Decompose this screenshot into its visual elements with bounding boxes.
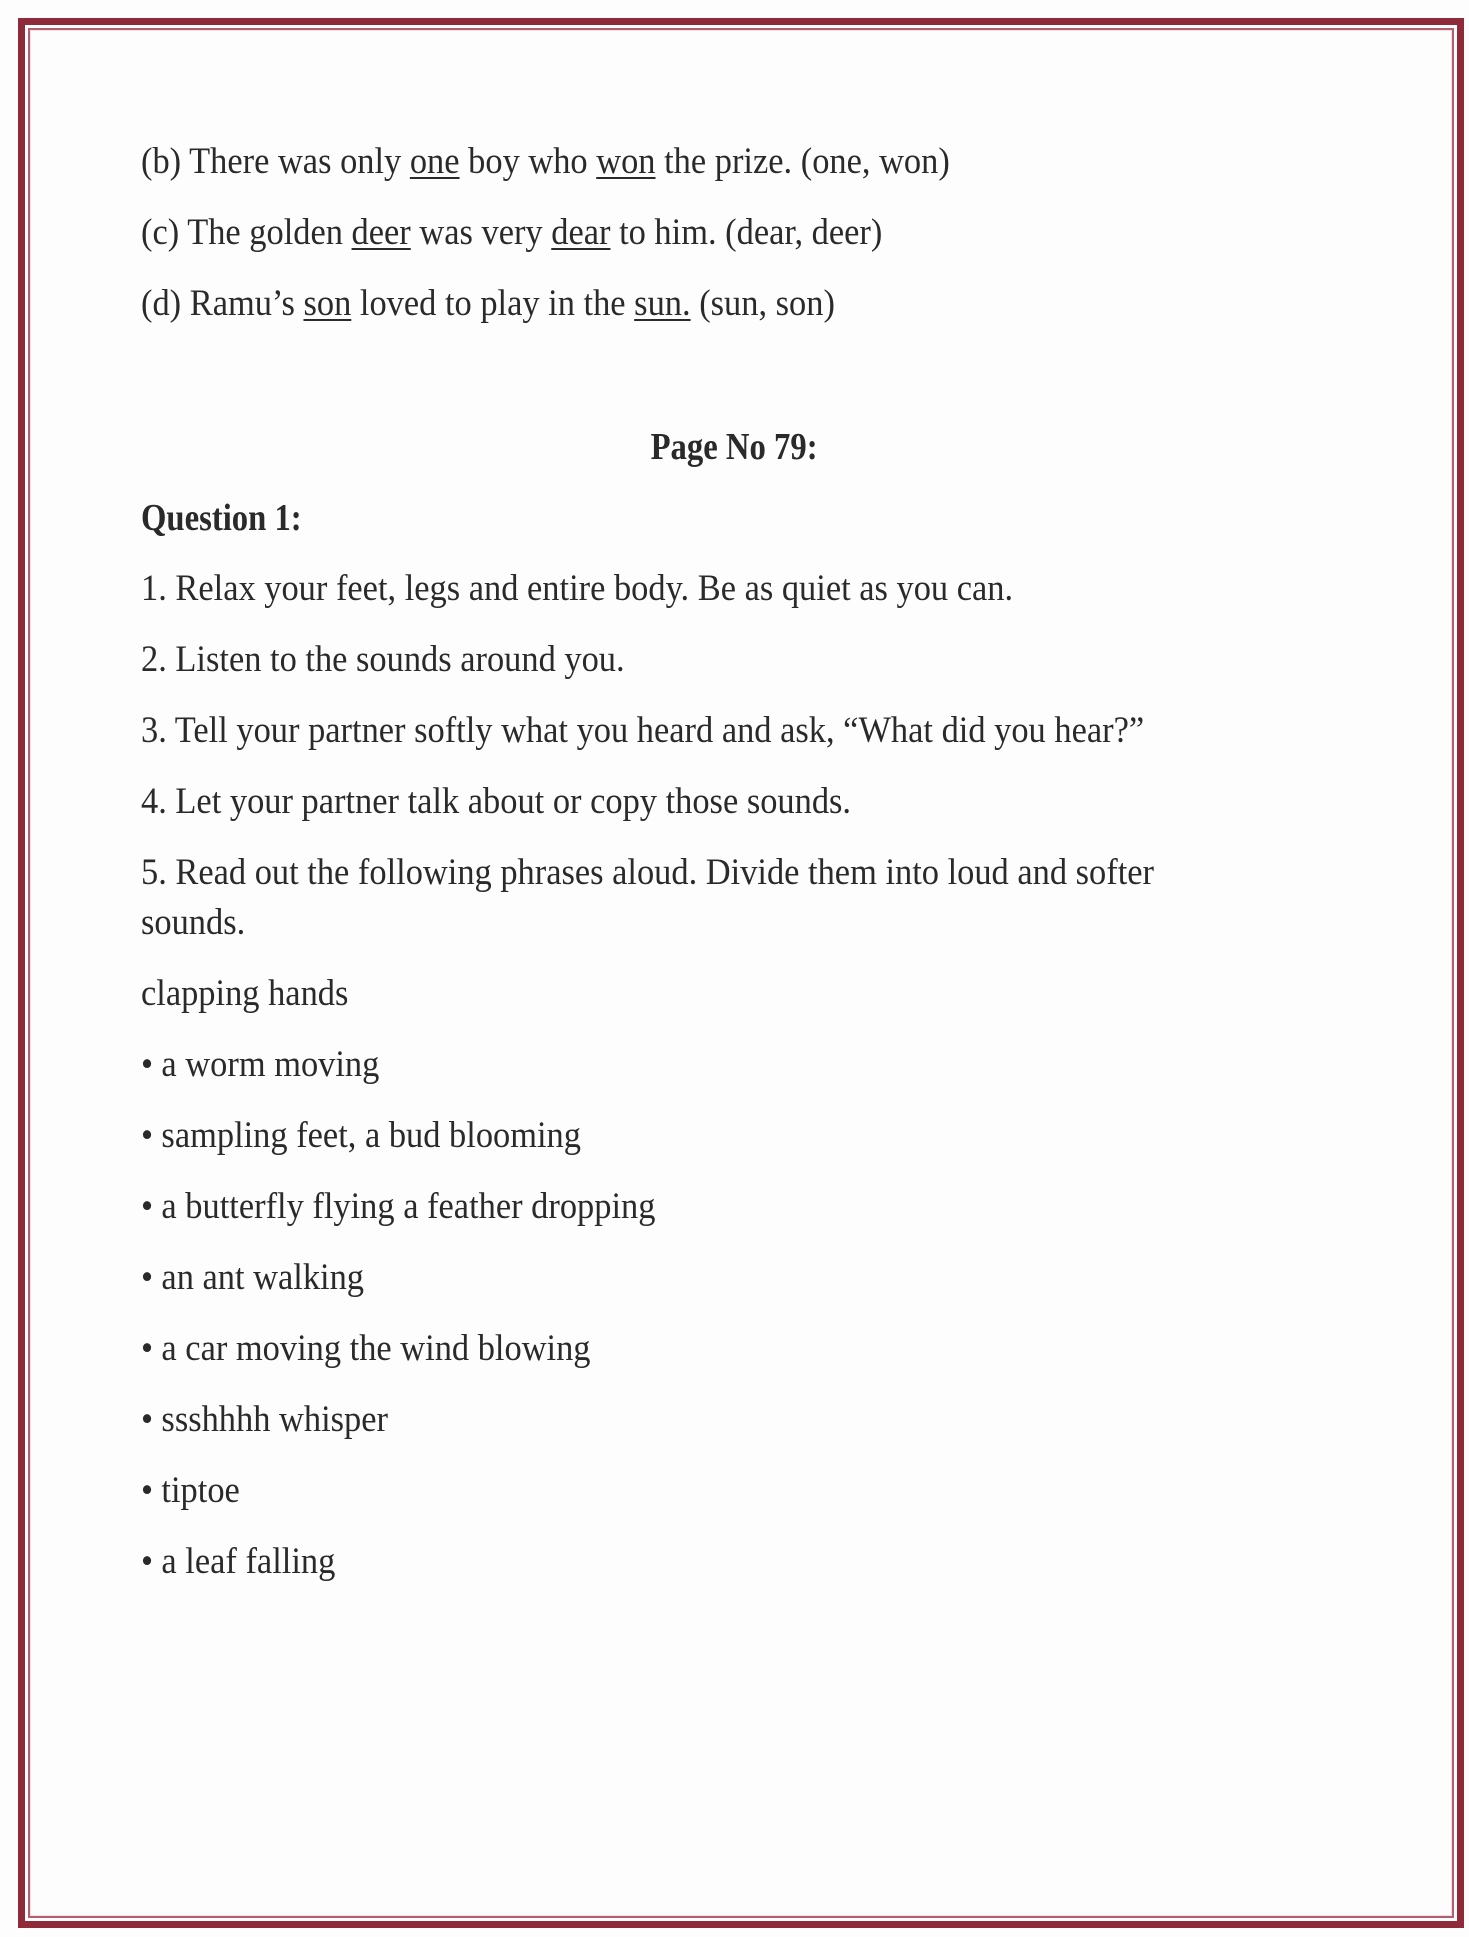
step-4: 4. Let your partner talk about or copy those sounds. [141, 781, 852, 822]
underlined-word: one [409, 141, 460, 182]
underlined-word: son [303, 283, 352, 324]
answer-text: Ramu’s [189, 283, 304, 324]
step-5-continuation: sounds. [141, 902, 246, 943]
answer-text: to him. (dear, deer) [610, 212, 883, 253]
phrase-item: • tiptoe [141, 1469, 240, 1513]
step-3: 3. Tell your partner softly what you heard and ask, “What did you hear?” [141, 710, 1145, 751]
answer-c [141, 211, 882, 255]
page-heading [141, 425, 1328, 469]
underlined-word: won [596, 141, 656, 182]
underlined-word: deer [351, 212, 411, 253]
phrase-item: • a worm moving [141, 1043, 379, 1087]
phrase-item: • a leaf falling [141, 1540, 335, 1584]
phrase-item: • a butterfly flying a feather dropping [141, 1185, 655, 1229]
answer-b [141, 140, 950, 184]
phrase-intro: clapping hands [141, 973, 349, 1014]
answer-text: boy who [459, 141, 597, 182]
answer-label: (b) [141, 141, 182, 182]
underlined-word: sun. [634, 283, 691, 324]
page-heading-text: Page No 79: [650, 426, 819, 468]
answer-text: the prize. (one, won) [655, 141, 950, 182]
phrase-item: • an ant walking [141, 1256, 364, 1300]
answer-d [141, 282, 835, 326]
answer-label: (c) [141, 212, 180, 253]
answer-text: The golden [187, 212, 352, 253]
underlined-word: dear [551, 212, 611, 253]
phrase-item: • a car moving the wind blowing [141, 1327, 591, 1371]
answer-text: (sun, son) [690, 283, 835, 324]
answer-text: was very [410, 212, 552, 253]
question-heading: Question 1: [141, 497, 302, 539]
phrase-item: • sampling feet, a bud blooming [141, 1114, 581, 1158]
step-1: 1. Relax your feet, legs and entire body. Be as quiet as you can. [141, 568, 1014, 609]
step-5: 5. Read out the following phrases aloud. Divide them into loud and softer [141, 852, 1155, 893]
answer-text: loved to play in the [351, 283, 635, 324]
phrase-item: • ssshhhh whisper [141, 1398, 388, 1442]
step-2: 2. Listen to the sounds around you. [141, 639, 625, 680]
answer-text: There was only [189, 141, 410, 182]
answer-label: (d) [141, 283, 182, 324]
